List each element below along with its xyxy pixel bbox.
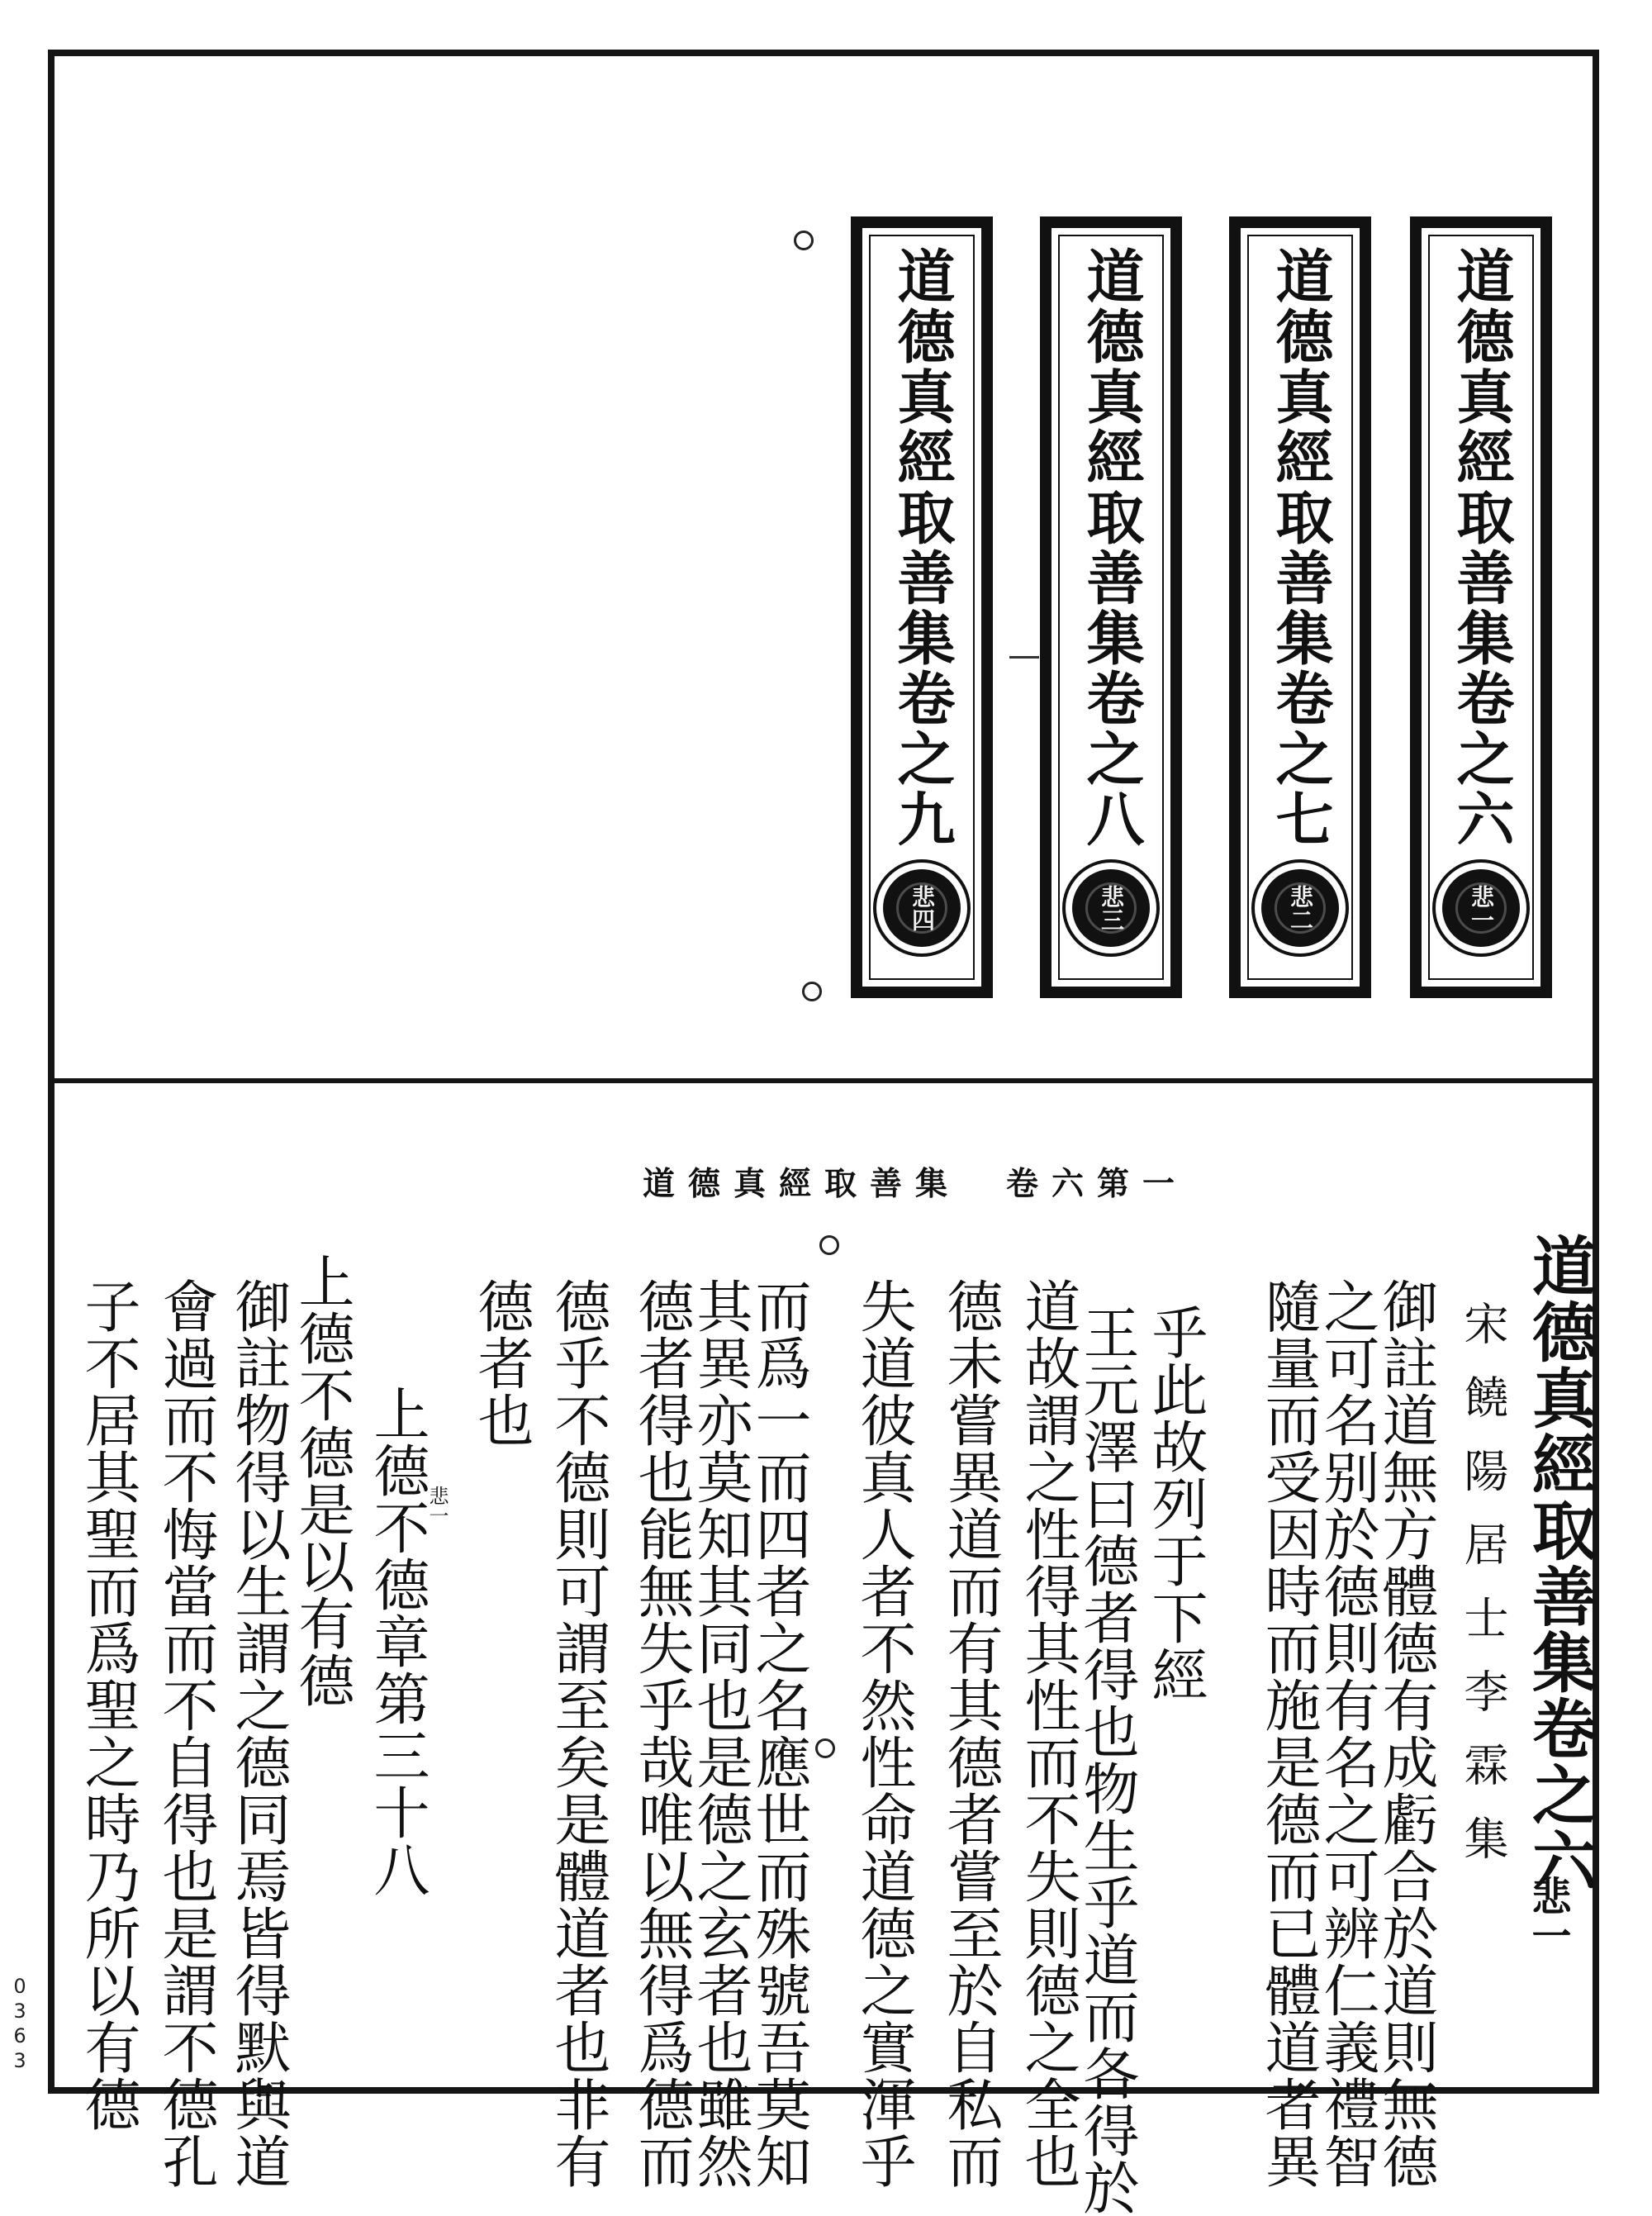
lower-commentary-column-3: 子不居其聖而爲聖之時乃所以有德 [75,1277,140,2133]
volume-label: 悲一 [1525,1876,1571,1955]
chapter-title: 上德不德章第三十八 [364,1385,430,1898]
volume-cover-7-seal-text: 悲二 [1287,885,1314,931]
commentary-column-1: 御註道無方體德有成虧合於道則無德 [1373,1277,1438,2190]
volume-cover-9-seal-text: 悲四 [909,885,936,931]
volume-cover-7 [1229,216,1371,998]
commentary-column-9: 而爲一而四者之名應世而殊號吾莫知 [746,1277,811,2190]
volume-cover-8-seal-text: 悲三 [1098,885,1125,931]
scripture-line: 上德不德是以有德 [289,1253,354,1709]
volume-cover-9-inner [861,226,983,988]
volume-cover-7-title: 道德真經取善集卷之七 [1266,246,1335,849]
lower-commentary-column-1: 御註物得以生謂之德同焉皆得默與道 [225,1277,291,2190]
volume-cover-8 [1040,216,1182,998]
volume-cover-7-seal [1261,869,1339,947]
commentary-column-3: 隨量而受因時而施是德而已體道者異 [1256,1277,1321,2190]
commentary-column-5: 王元澤曰德者得也物生乎道而各得於 [1074,1304,1139,2216]
volume-cover-7-inner [1239,226,1361,988]
volume-cover-8-inner [1050,226,1172,988]
main-title: 道德真經取善集卷之六 [1521,1233,1597,1894]
volume-cover-6-title: 道德真經取善集卷之六 [1447,246,1516,849]
volume-cover-9-seal [883,869,961,947]
volume-cover-9-title: 道德真經取善集卷之九 [888,246,957,849]
volume-cover-6-seal-text: 悲一 [1468,885,1495,931]
binding-hole-bottom [802,982,822,1001]
binding-hole-top [794,231,814,250]
commentary-column-6: 道故謂之性得其性而不失則德之全也 [1015,1277,1080,2190]
page-header: 道德真經取善集 卷六第一 [643,1165,1189,1203]
commentary-column-13: 德者也 [468,1277,534,1448]
commentary-column-4: 乎此故列于下經 [1142,1304,1208,1703]
scan-dash-mark [1009,656,1039,659]
volume-cover-6 [1410,216,1552,998]
volume-cover-8-seal [1072,869,1150,947]
page-number-vertical: 0363 [8,1975,31,2074]
binding-hole-text-bottom [815,1738,835,1758]
volume-cover-6-seal [1442,869,1520,947]
commentary-column-8: 失道彼真人者不然性命道德之實渾乎 [851,1277,916,2190]
lower-commentary-column-2: 會過而不悔當而不自得也是謂不德孔 [153,1277,218,2190]
commentary-column-11: 德者得也能無失乎哉唯以無得爲德而 [629,1277,694,2190]
volume-cover-9 [851,216,993,998]
commentary-column-12: 德乎不德則可謂至矣是體道者也非有 [545,1277,610,2190]
commentary-column-2: 之可名别於德則有名之可辨仁義禮智 [1314,1277,1379,2190]
author-line: 宋饒陽居士李霖集 [1457,1301,1509,1889]
page-divider [48,1078,1599,1083]
binding-hole-text-top [819,1235,839,1255]
chapter-mark: 悲一 [425,1486,449,1525]
commentary-column-7: 德未嘗異道而有其德者嘗至於自私而 [938,1277,1003,2190]
volume-cover-6-inner [1420,226,1542,988]
commentary-column-10: 其異亦莫知其同也是德之玄者也雖然 [687,1277,752,2190]
volume-cover-8-title: 道德真經取善集卷之八 [1077,246,1146,849]
